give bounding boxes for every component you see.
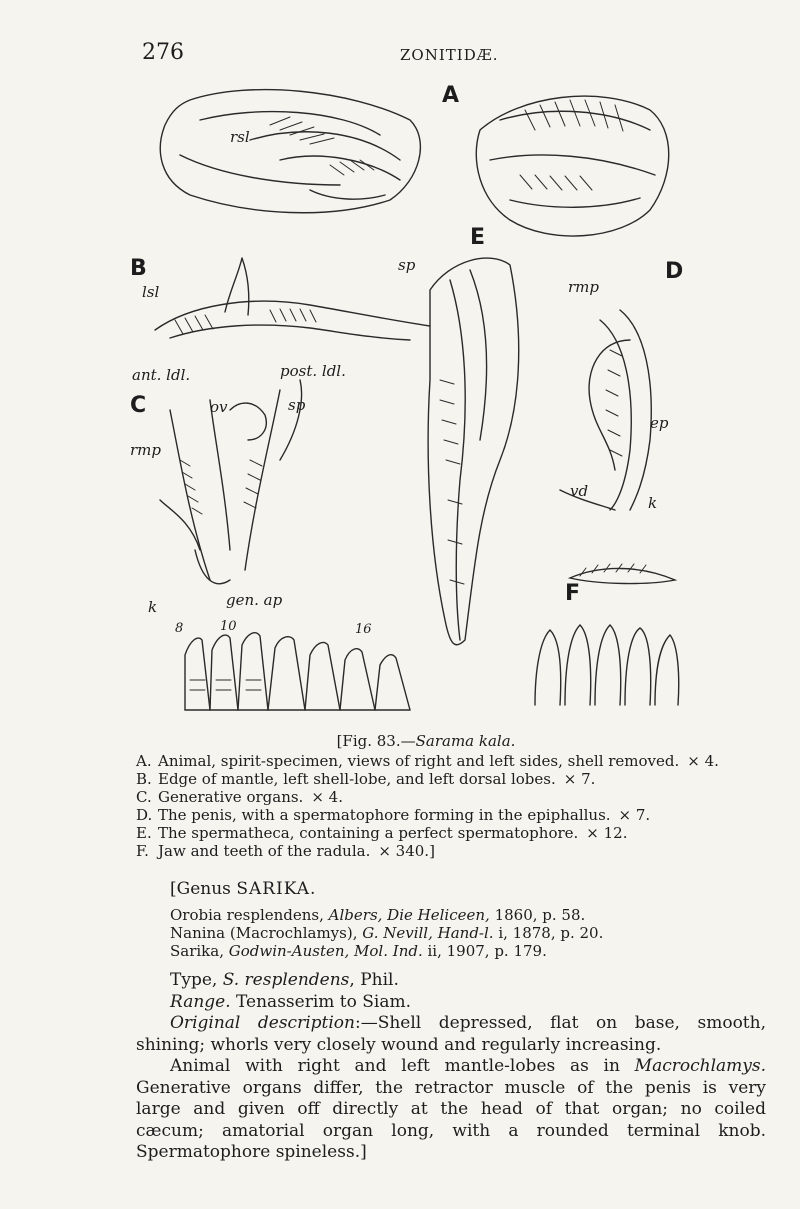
synonym-line: Orobia resplendens, Albers, Die Heliceen, 1860, p. 58. [170,905,586,924]
figure-d-penis [560,310,651,510]
label-10: 10 [220,619,237,634]
figure-b-mantle-edge [155,258,430,340]
label-k-c: k [148,598,158,616]
figure-a-left-animal [160,90,420,213]
label-post-ldl: post. ldl. [280,362,346,380]
label-sp-c: sp [288,396,306,414]
figure-f-jaw [570,564,675,584]
caption-item: C. Generative organs. × 4. [136,788,343,806]
caption-item: A. Animal, spirit-specimen, views of right and left sides, shell removed. × 4. [136,752,719,770]
label-b: B [130,256,147,281]
label-d: D [665,259,684,284]
label-vd: vd [570,482,589,500]
running-head: ZONITIDÆ. [400,46,499,64]
page-number: 276 [142,40,184,65]
label-c: C [130,393,147,418]
figure-f-radula-teeth [535,625,679,705]
type-line: Type, S. resplendens, Phil. [170,970,399,990]
label-rsl: rsl [230,128,250,146]
genus-heading: [Genus SARIKA. [170,879,317,899]
caption-item: E. The spermatheca, containing a perfect spermatophore. × 12. [136,824,628,842]
caption-title: [Fig. 83.—Sarama kala. [336,732,516,750]
page-header [0,40,800,70]
label-lsl: lsl [142,283,160,301]
description-line: cæcum; amatorial organ long, with a rounded terminal knob. [136,1120,766,1141]
synonym-line: Sarika, Godwin-Austen, Mol. Ind. ii, 1907, p. 179. [170,941,547,960]
label-rmp-d: rmp [568,278,599,296]
label-16: 16 [355,622,372,637]
caption-item: F. Jaw and teeth of the radula. × 340.] [136,842,435,860]
label-gen-ap: gen. ap [226,591,283,609]
caption-item: B. Edge of mantle, left shell-lobe, and left dorsal lobes. × 7. [136,770,596,788]
description-line: Original description:—Shell depressed, flat on base, smooth, [170,1013,766,1033]
description-line: shining; whorls very closely wound and regularly increasing. [136,1034,662,1055]
label-rmp-c: rmp [130,441,161,459]
genus-section [170,880,770,960]
label-k-d: k [648,494,658,512]
label-f: F [565,581,581,606]
label-ant-ldl: ant. ldl. [132,366,191,384]
figure-caption [136,732,756,860]
label-ov: ov [210,398,228,416]
description-line: Generative organs differ, the retractor muscle of the penis is very [136,1077,766,1098]
label-ep: ep [650,414,669,432]
label-8: 8 [175,621,184,636]
figure-e-spermatheca [428,258,519,645]
figure-plate [130,80,690,720]
label-a: A [442,83,460,108]
synonym-line: Nanina (Macrochlamys), G. Nevill, Hand-l. i, 1878, p. 20. [170,923,604,942]
anatomy-illustration [130,80,690,720]
label-e: E [470,225,486,250]
label-sp-e: sp [398,256,416,274]
description-body [136,970,766,1164]
caption-item: D. The penis, with a spermatophore forming in the epiphallus. × 7. [136,806,651,824]
figure-a-right-animal [476,96,669,236]
description-line: Spermatophore spineless.] [136,1142,367,1162]
range-line: Range. Tenasserim to Siam. [170,991,412,1012]
description-line: Animal with right and left mantle-lobes as in Macrochlamys. [170,1056,766,1076]
figure-c-radula-row [185,633,410,710]
figure-c-generative-organs [160,380,302,584]
description-line: large and given off directly at the head of that organ; no coiled [136,1099,766,1119]
